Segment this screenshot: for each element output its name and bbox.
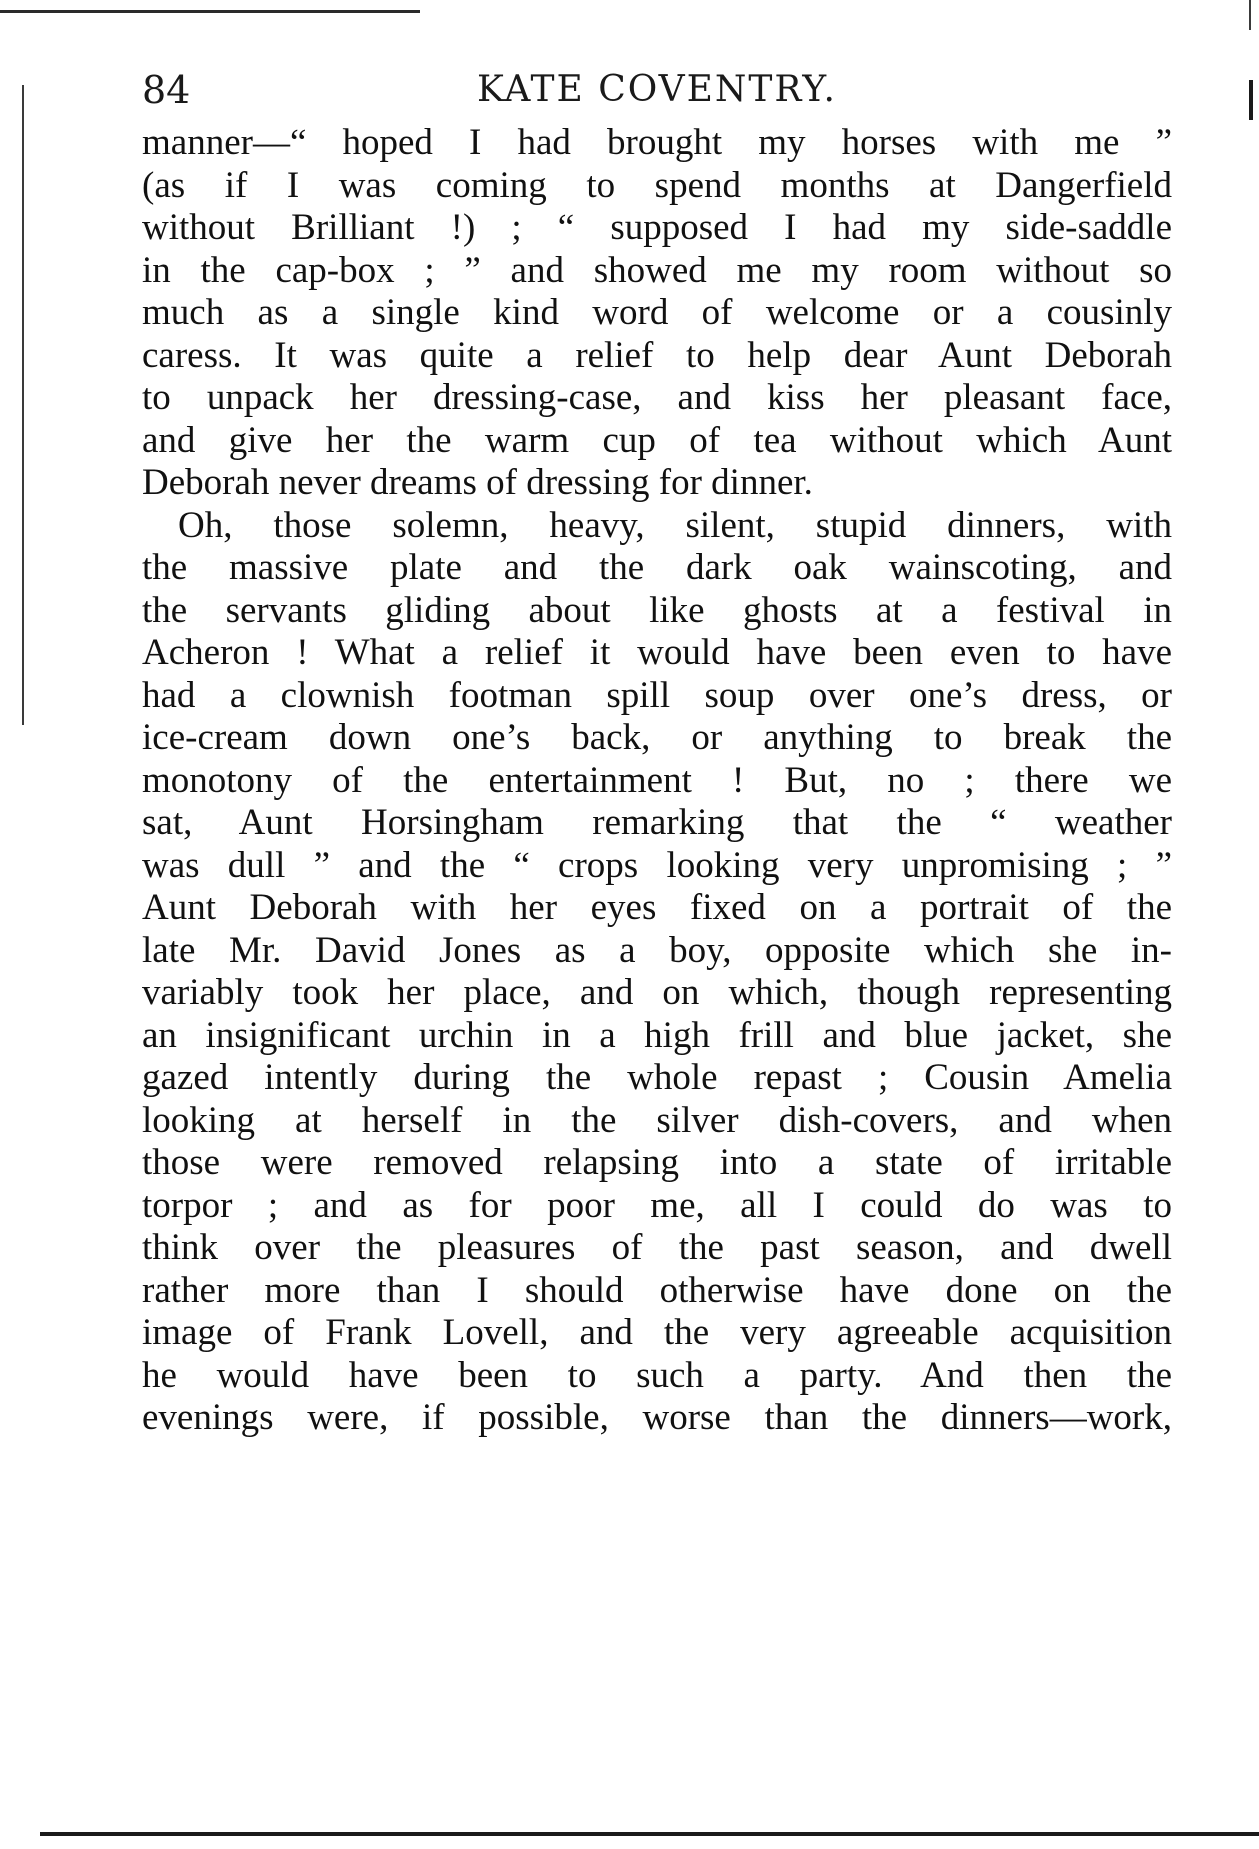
text-line: much as a single kind word of welcome or a cousinly bbox=[142, 292, 1172, 333]
text-line: variably took her place, and on which, though representing bbox=[142, 972, 1172, 1013]
text-line: manner—“ hoped I had brought my horses with me ” bbox=[142, 122, 1172, 163]
right-edge-mark bbox=[1249, 80, 1253, 120]
text-line: an insignificant urchin in a high frill and blue jacket, she bbox=[142, 1014, 1172, 1056]
top-edge-rule bbox=[0, 10, 420, 13]
text-line: those were removed relapsing into a state of irritable bbox=[142, 1142, 1172, 1183]
text-line: Oh, those solemn, heavy, silent, stupid dinners, with bbox=[178, 504, 1172, 546]
text-line: torpor ; and as for poor me, all I could do was to bbox=[142, 1184, 1172, 1226]
running-title: KATE COVENTRY. bbox=[477, 69, 837, 110]
text-line: (as if I was coming to spend months at Dangerfield bbox=[142, 164, 1172, 206]
left-gutter-shadow bbox=[22, 85, 24, 725]
text-line: the massive plate and the dark oak wainscoting, and bbox=[142, 547, 1172, 588]
text-line: had a clownish footman spill soup over one’s dress, or bbox=[142, 674, 1172, 716]
text-line: Aunt Deborah with her eyes fixed on a portrait of the bbox=[142, 887, 1172, 928]
text-line: gazed intently during the whole repast ; Cousin Amelia bbox=[142, 1057, 1172, 1098]
text-line: Acheron ! What a relief it would have been even to have bbox=[142, 632, 1172, 673]
text-line: was dull ” and the “ crops looking very unpromising ; ” bbox=[142, 844, 1172, 886]
bottom-edge-rule bbox=[40, 1832, 1259, 1836]
paragraph-2 bbox=[142, 505, 1172, 1440]
text-line: late Mr. David Jones as a boy, opposite which she in- bbox=[142, 929, 1172, 971]
text-line: evenings were, if possible, worse than the dinners—work, bbox=[142, 1397, 1172, 1438]
text-line: sat, Aunt Horsingham remarking that the “ weather bbox=[142, 802, 1172, 843]
page-header bbox=[142, 60, 1172, 120]
text-line: the servants gliding about like ghosts at a festival in bbox=[142, 589, 1172, 631]
text-line: looking at herself in the silver dish-covers, and when bbox=[142, 1099, 1172, 1141]
text-line: ice-cream down one’s back, or anything to break the bbox=[142, 717, 1172, 758]
text-line: caress. It was quite a relief to help dear Aunt Deborah bbox=[142, 334, 1172, 376]
text-line: without Brilliant !) ; “ supposed I had my side-saddle bbox=[142, 207, 1172, 248]
text-line: in the cap-box ; ” and showed me my room without so bbox=[142, 249, 1172, 291]
page-number: 84 bbox=[142, 68, 191, 112]
text-line: monotony of the entertainment ! But, no ; there we bbox=[142, 759, 1172, 801]
text-line: he would have been to such a party. And then the bbox=[142, 1354, 1172, 1396]
text-line: think over the pleasures of the past season, and dwell bbox=[142, 1227, 1172, 1268]
text-line: image of Frank Lovell, and the very agreeable acquisition bbox=[142, 1312, 1172, 1353]
text-line: and give her the warm cup of tea without which Aunt bbox=[142, 419, 1172, 461]
body-text bbox=[142, 122, 1172, 1440]
text-line: rather more than I should otherwise have done on the bbox=[142, 1269, 1172, 1311]
text-line: to unpack her dressing-case, and kiss her pleasant face, bbox=[142, 377, 1172, 418]
text-line: Deborah never dreams of dressing for dinner. bbox=[142, 462, 813, 503]
right-edge-rule bbox=[1249, 0, 1251, 30]
paragraph-1 bbox=[142, 122, 1172, 505]
